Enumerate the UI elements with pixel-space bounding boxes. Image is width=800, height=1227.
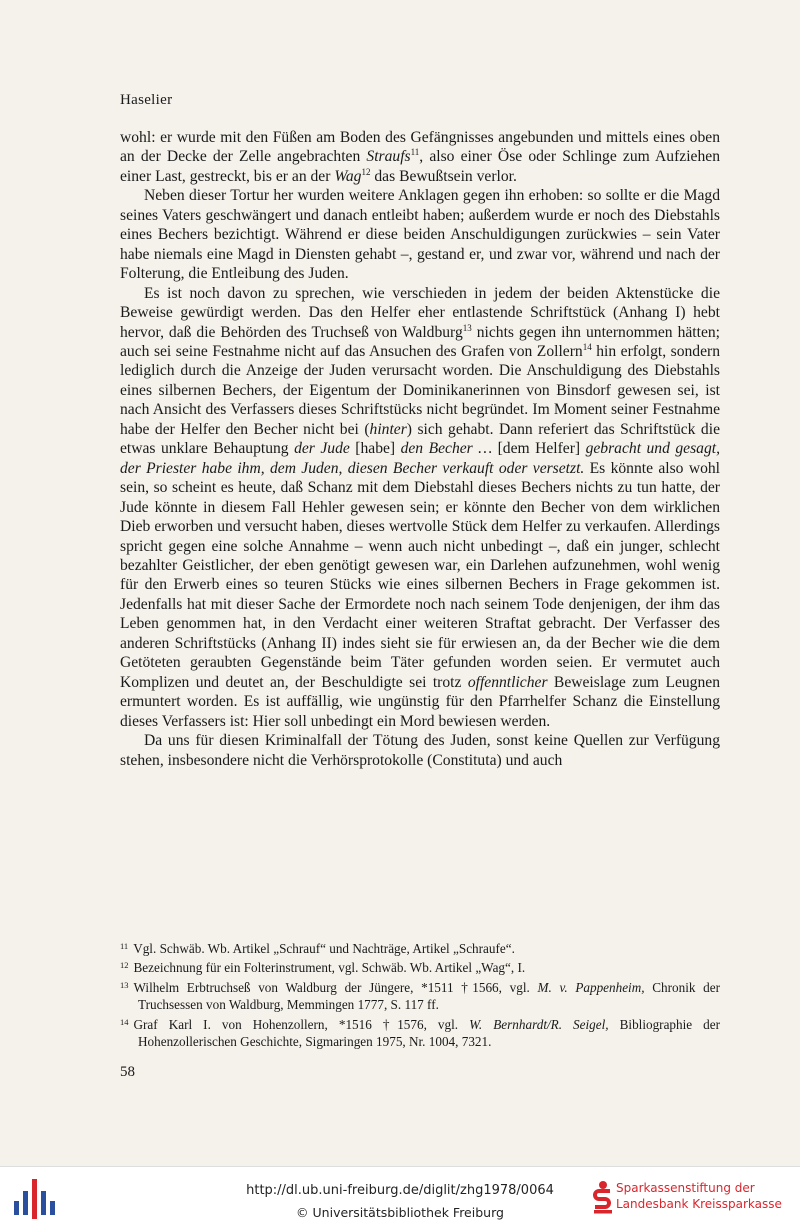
italic-text: hinter (369, 420, 407, 438)
footnote (120, 938, 720, 957)
text-run: nichts gegen ihn unternommen hätten; auch sei seine Festnahme nicht auf das Ansuchen des Grafen von Zollern (120, 323, 720, 360)
text-run: das Bewußtsein verlor. (370, 167, 517, 185)
italic-text: Wag (334, 167, 362, 185)
text-run: Chronik der Truchsessen von Waldburg, Memmingen 1777, S. 117 ff. (138, 979, 720, 1013)
body-paragraph (120, 731, 720, 770)
sponsor-line-2: Landesbank Kreissparkasse (616, 1197, 782, 1211)
text-run: Neben dieser Tortur her wurden weitere Anklagen gegen ihn erhoben: so sollte er die Magd seines Vaters geschwängert und danach entleibt haben; außerdem wurde er noch des Diebstahls eines Bechers bezichtigt. Während er diese beiden Anschuldigungen zurückwies – sein Vater habe niemals eine Magd in Diensten gehabt –, gestand er, und zwar vor, während und nach der Folterung, die Entleibung des Juden. (120, 187, 720, 283)
text-run: Es könnte also wohl sein, so scheint es heute, daß Schanz mit dem Diebstahl dieses Bechers nichts zu tun hatte, der Jude könnte in diesem Fall Hehler gewesen sein; er könnte den Becher von dem wirklichen Dieb erworben und versucht haben, dieses wertvolle Stück dem Helfer zu verkaufen. Allerdings spricht gegen eine solche Annahme – wenn auch nicht unbedingt –, daß ein junger, schlecht bezahlter Geistlicher, der eben genötigt gewesen war, ein Darlehen aufzunehmen, wohl wenig für den Erwerb eines so teuren Stücks wie eines silbernen Bechers in Frage gekommen ist. Jedenfalls hat mit dieser Sache der Ermordete noch nach seinem Tode denjenigen, der ihm das Leben genommen hat, in den Verdacht einer weiteren Straftat gebracht. Der Verfasser des anderen Schriftstücks (Anhang II) indes sieht sie für erwiesen an, da der Becher wie die dem Getöteten geraubten Gegenstände beim Täter gefunden worden seien. Er vermutet auch Komplizen und deutet an, der Beschuldigte sei trotz (120, 459, 721, 691)
text-run: Vgl. Schwäb. Wb. Artikel „Schrauf“ und Nachträge, Artikel „Schraufe“. (133, 941, 515, 956)
footnote-number: 13 (120, 979, 129, 990)
footer-copyright: © Universitätsbibliothek Freiburg (296, 1205, 504, 1220)
page-number: 58 (120, 1064, 135, 1080)
running-head: Haselier (120, 92, 173, 108)
sparkasse-logo-icon (592, 1179, 616, 1215)
footnote-number: 11 (120, 941, 129, 951)
text-run: Wilhelm Erbtruchseß von Waldburg der Jüngere, *1511 †1566, vgl. (133, 979, 538, 995)
body-paragraph (120, 128, 720, 186)
sponsor-text (616, 1180, 782, 1212)
text-run: Beweislage zum Leugnen ermuntert worden. Es ist auffällig, wie ungünstig für den Pfarrhelfer Schanz die Einstellung dieses Verfassers ist: Hier soll unbedingt ein Mord bewiesen werden. (120, 673, 720, 730)
text-run: Bezeichnung für ein Folterinstrument, vgl. Schwäb. Wb. Artikel „Wag“, I. (133, 960, 526, 976)
text-run: Es ist noch davon zu sprechen, wie verschieden in jedem der beiden Aktenstücke die Beweise gewürdigt werden. Das den Helfer eher entlastende Schriftstück (Anhang I) hebt hervor, daß die Behörden des Truchseß von Waldburg (120, 284, 720, 341)
footnote (120, 1014, 720, 1051)
italic-text: Straufs (366, 148, 411, 166)
body-text (120, 128, 720, 770)
text-run: Bibliographie der Hohenzollerischen Geschichte, Sigmaringen 1975, Nr. 1004, 7321. (138, 1016, 721, 1050)
italic-text: W. Bernhardt/R. Seigel, (469, 1016, 609, 1032)
footnote (120, 957, 720, 976)
text-run: [habe] (349, 440, 401, 458)
footer-url-link[interactable]: http://dl.ub.uni-freiburg.de/diglit/zhg1978/0064 (246, 1183, 554, 1198)
footnote-reference: 12 (361, 166, 371, 177)
footnote-reference: 13 (462, 322, 472, 333)
italic-text: gebracht und gesagt, der Priester habe ihm, dem Juden, diesen Becher verkauft oder versetzt. (120, 440, 720, 477)
footnotes (120, 938, 720, 1050)
body-paragraph (120, 284, 720, 731)
sponsor-line-1: Sparkassenstiftung der (616, 1181, 755, 1195)
sponsor-link[interactable] (592, 1179, 797, 1219)
footnote (120, 977, 720, 1014)
italic-text: offenntlicher (467, 673, 548, 691)
body-paragraph (120, 186, 720, 283)
footnote-reference: 11 (410, 147, 420, 158)
text-run: , also einer Öse oder Schlinge zum Aufziehen einer Last, gestreckt, bis er an der (120, 148, 720, 185)
footnote-reference: 14 (582, 341, 592, 352)
italic-text: der Jude (294, 440, 350, 458)
footnote-number: 12 (120, 960, 129, 971)
text-run: [dem Helfer] (492, 440, 586, 458)
text-run: wohl: er wurde mit den Füßen am Boden des Gefängnisses angebunden und mittels eines oben an der Decke der Zelle angebrachten (120, 129, 720, 166)
italic-text: M. v. Pappenheim, (537, 979, 645, 995)
footnote-number: 14 (120, 1016, 129, 1027)
italic-text: den Becher … (400, 440, 493, 458)
text-run: Graf Karl I. von Hohenzollern, *1516 †1576, vgl. (133, 1016, 470, 1032)
footer-bar (0, 1166, 800, 1227)
text-run: ) sich gehabt. Dann referiert das Schriftstück die etwas unklare Behauptung (120, 420, 720, 458)
text-run: Da uns für diesen Kriminalfall der Tötung des Juden, sonst keine Quellen zur Verfügung stehen, insbesondere nicht die Verhörsprotokolle (Constituta) und auch (120, 732, 720, 769)
text-run: hin erfolgt, sondern lediglich durch die Anzeige der Juden verursacht worden. Die Anschuldigung des Diebstahls eines silbernen Bechers, der Eigentum der Dominikanerinnen von Binsdorf gewesen sei, ist nach Ansicht des Verfassers dieses Schriftstücks nicht begründet. Im Moment seiner Festnahme habe der Helfer den Becher nicht bei ( (120, 342, 720, 438)
